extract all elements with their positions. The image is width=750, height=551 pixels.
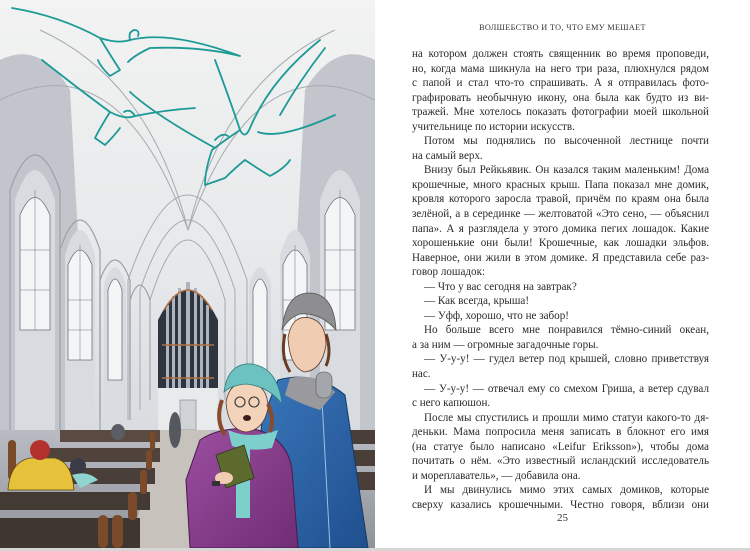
text-line: — Как всегда, крыша! — [424, 295, 530, 308]
text-line: — У-у-у! — гудел ветер под крышей, словно приветствуя — [424, 353, 709, 366]
text-line: графировать необычную икону, она была как будто из ви- — [412, 91, 709, 104]
text-line: — У-у-у! — отвечал ему со смехом Гриша, а ветер сдувал — [424, 382, 709, 395]
running-head: ВОЛШЕБСТВО И ТО, ЧТО ЕМУ МЕШАЕТ — [479, 23, 646, 32]
text-line: крошечные, много красных крыш. Папа показал мне домик, — [412, 178, 709, 191]
text-line: зелёной, а в серединке — желтоватой «Это сено, — объяснил — [412, 208, 709, 221]
text-line: папа». А я разглядела у этого домика пегих лошадок. Какие — [412, 222, 709, 235]
body-text — [412, 47, 709, 513]
text-line: Внизу был Рейкьявик. Он казался таким маленьким! Дома — [424, 164, 709, 177]
text-line: но, когда мама шикнула на него три раза, плюхнулся рядом — [412, 62, 709, 75]
text-line: Но больше всего мне понравился тёмно-синий океан, — [424, 324, 709, 337]
text-line: Наверное, они жили в этом домике. Я представила себе раз- — [412, 251, 709, 264]
text-line: нас. — [412, 368, 431, 381]
church-illustration — [0, 0, 375, 548]
text-line: хорошенькие они были! Крошечные, как лошадки эльфов. — [412, 237, 709, 250]
text-line: учительнице по истории искусств. — [412, 120, 575, 133]
text-page — [375, 0, 750, 548]
text-line: и мореплаватель», — добавила она. — [412, 469, 581, 482]
text-line: а за ним — огромные загадочные горы. — [412, 338, 599, 351]
text-line: на самый верх. — [412, 149, 483, 162]
text-line: говор лошадок: — [412, 266, 486, 279]
text-line: — Уфф, хорошо, что не забор! — [424, 309, 569, 322]
text-line: кровля которого заросла травой, причём по краям она была — [412, 193, 709, 206]
text-line: почитать о нём. «Это известный исландский исследователь — [412, 455, 709, 468]
text-line: с него капюшон. — [412, 397, 491, 410]
text-line: сверху казались крошечными. Честно говоря, вблизи они — [412, 498, 709, 511]
text-line: И мы двинулись мимо этих самых домиков, которые — [424, 484, 709, 497]
text-line: Потом мы поднялись по высоченной лестнице почти — [424, 135, 709, 148]
text-line: После мы спустились и прошли мимо статуи какого-то дя- — [424, 411, 709, 424]
text-line: с папой и стал что-то спрашивать. А я отправилась фото- — [412, 77, 709, 90]
church-interior-image — [0, 0, 375, 548]
text-line: (на статуе было написано «Leifur Eriksson»), чтобы дома — [412, 440, 709, 453]
text-line: на котором должен стоять священник во время проповеди, — [412, 48, 709, 60]
text-line: деньки. Мама попросила меня записать в блокнот его имя — [412, 426, 709, 439]
text-line: — Что у вас сегодня на завтрак? — [424, 280, 577, 293]
text-line: тражей. Мне хотелось показать фотографии моей школьной — [412, 106, 709, 119]
page-number: 25 — [557, 512, 568, 524]
